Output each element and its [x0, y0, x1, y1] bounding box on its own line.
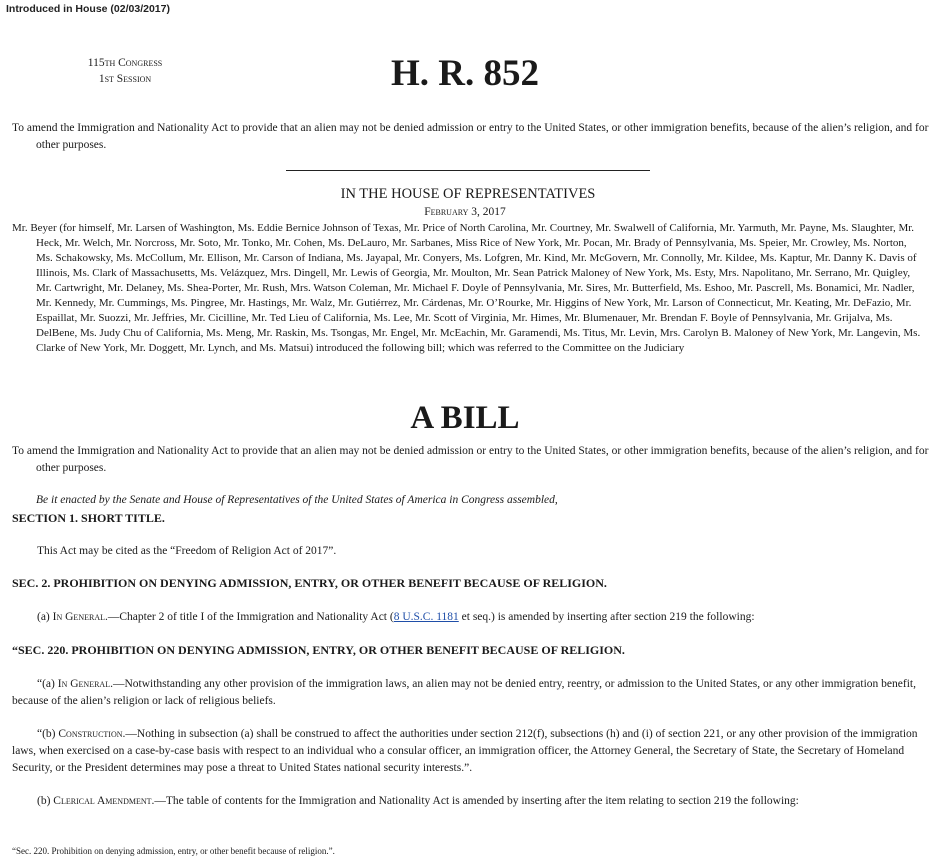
divider — [286, 170, 650, 171]
congress-label: 115th Congress — [87, 57, 163, 69]
chamber-heading: IN THE HOUSE OF REPRESENTATIVES — [340, 186, 596, 202]
official-title: To amend the Immigration and Nationality Act to provide that an alien may not be denied admission or entry to the United States, or other immigration benefits, because of the alien’s religion, and for other purposes. — [12, 122, 929, 151]
section-2b-prefix: (b) — [37, 795, 54, 807]
section-2a-text: .—Chapter 2 of title I of the Immigration and Nationality Act ( — [104, 611, 394, 623]
section-1-heading: SECTION 1. SHORT TITLE. — [12, 511, 165, 525]
section-2a-paragraph — [37, 609, 917, 626]
section-2a-text-after: et seq.) is amended by inserting after section 219 the following: — [458, 611, 755, 623]
section-220a-label: In General — [57, 678, 111, 690]
section-220b-paragraph — [12, 726, 920, 777]
section-220a-prefix: “(a) — [37, 678, 58, 690]
section-220a-text: .—Notwithstanding any other provision of the immigration laws, an alien may not be denied entry, reentry, or admission to the United States, or any other immigration benefit, because of the alien’s religion or lack of religious beliefs. — [12, 678, 916, 707]
session-label: 1st Session — [98, 73, 152, 85]
section-220b-label: Construction — [58, 728, 123, 740]
introduction-date: February 3, 2017 — [424, 206, 506, 218]
section-2a-label: In General — [52, 611, 105, 623]
section-1-text: This Act may be cited as the “Freedom of Religion Act of 2017”. — [37, 545, 337, 557]
bill-status: Introduced in House (02/03/2017) — [6, 3, 170, 15]
bill-title: To amend the Immigration and Nationality Act to provide that an alien may not be denied admission or entry to the United States, or other immigration benefits, because of the alien’s religion, and for other purposes. — [12, 445, 929, 474]
section-220b-text: .—Nothing in subsection (a) shall be construed to affect the authorities under section 212(f), subsections (h) and (i) of section 221, or any other provision of the immigration laws, when exercised on a case-by-case basis with respect to an individual who a consular officer, an immigration officer, the Attorney General, the Secretary of State, the Secretary of Homeland Security, or the President determines may pose a threat to United States national security interests.”. — [12, 728, 918, 774]
document-type-heading: A BILL — [410, 400, 520, 436]
enacting-clause: Be it enacted by the Senate and House of Representatives of the United States of America in Congress assembled, — [36, 494, 558, 506]
usc-citation-link[interactable]: 8 U.S.C. 1181 — [393, 611, 459, 623]
section-2-heading: SEC. 2. PROHIBITION ON DENYING ADMISSION, ENTRY, OR OTHER BENEFIT BECAUSE OF RELIGION. — [12, 576, 607, 590]
section-220-heading: “SEC. 220. PROHIBITION ON DENYING ADMISSION, ENTRY, OR OTHER BENEFIT BECAUSE OF RELIGION. — [12, 643, 625, 657]
sponsors-action: Mr. Beyer (for himself, Mr. Larsen of Washington, Ms. Eddie Bernice Johnson of Texas, Mr. Price of North Carolina, Mr. Courtney, Mr. Swalwell of California, Mr. Yarmuth, Mr. Payne, Ms. Slaughter, Mr. Heck, Mr. Welch, Mr. Norcross, Mr. Soto, Mr. Tonko, Mr. Cohen, Ms. DeLauro, Mr. Sarbanes, Miss Rice of New York, Mr. Pocan, Mr. Brady of Pennsylvania, Ms. Speier, Mr. Crowley, Ms. Norton, Ms. Schakowsky, Ms. McCollum, Mr. Ellison, Mr. Carson of Indiana, Ms. Jayapal, Mr. Conyers, Ms. Lofgren, Mr. Kind, Mr. McGovern, Mr. Connolly, Mr. Kildee, Ms. Kaptur, Mr. Danny K. Davis of Illinois, Ms. Clark of Massachusetts, Ms. Velázquez, Mrs. Dingell, Mr. Lewis of Georgia, Mr. Moulton, Mr. Sean Patrick Maloney of New York, Ms. Esty, Mrs. Napolitano, Mr. Serrano, Mr. Quigley, Mr. Cartwright, Mr. Delaney, Ms. Shea-Porter, Mr. Rush, Mrs. Watson Coleman, Mr. Michael F. Doyle of Pennsylvania, Mr. Sires, Mr. Butterfield, Ms. Eshoo, Mr. Pascrell, Ms. Bonamici, Mr. Nadler, Mr. Kennedy, Mr. Cummings, Ms. Pingree, Mr. Hastings, Mr. Walz, Mr. Gutiérrez, Mr. Cárdenas, Mr. O’Rourke, Mr. Higgins of New York, Mr. Larson of Connecticut, Mr. Keating, Mr. DeFazio, Mr. Espaillat, Mr. Suozzi, Mr. Jeffries, Mr. Cicilline, Mr. Ted Lieu of California, Ms. Lee, Mr. Scott of Virginia, Mr. Himes, Mr. Blumenauer, Mr. Brendan F. Boyle of Pennsylvania, Mr. Grijalva, Ms. DelBene, Ms. Judy Chu of California, Ms. Meng, Mr. Raskin, Ms. Tsongas, Mr. Engel, Mr. McEachin, Mr. Garamendi, Ms. Titus, Mr. Levin, Mrs. Carolyn B. Maloney of New York, Mr. Langevin, Ms. Clarke of New York, Mr. Doggett, Mr. Lynch, and Ms. Matsui) introduced the following bill; which was referred to the Committee on the Judiciary — [12, 222, 921, 354]
section-220b-prefix: “(b) — [37, 728, 59, 740]
table-of-contents-item: “Sec. 220. Prohibition on denying admission, entry, or other benefit because of religion.”. — [12, 846, 335, 856]
section-2b-paragraph — [37, 793, 922, 810]
bill-number: H. R. 852 — [391, 53, 539, 94]
section-220a-paragraph — [12, 676, 917, 710]
section-2b-text: .—The table of contents for the Immigration and Nationality Act is amended by inserting after the item relating to section 219 the following: — [151, 795, 799, 807]
section-2b-label: Clerical Amendment — [53, 795, 152, 807]
section-2a-prefix: (a) — [37, 611, 53, 623]
